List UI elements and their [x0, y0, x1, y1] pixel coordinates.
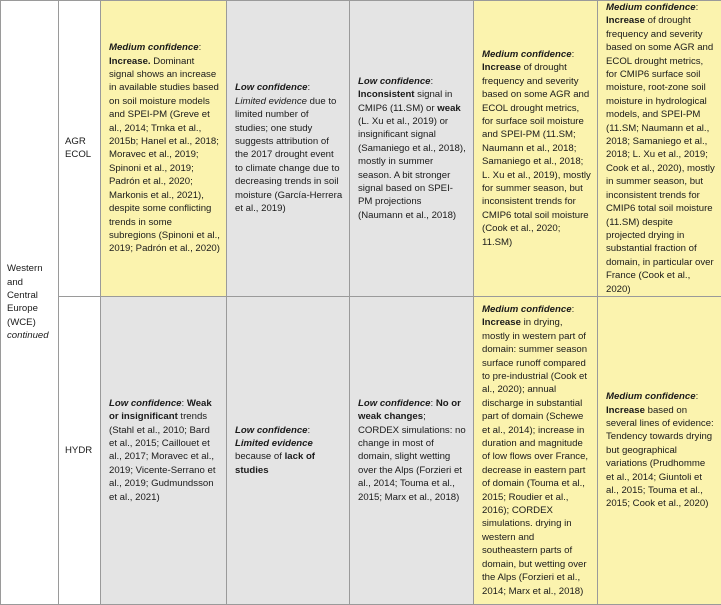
sector-label-ecol: ECOL	[65, 149, 91, 160]
assessment-keyword: No or weak changes	[358, 398, 461, 422]
assessment-keyword: Increase	[606, 405, 645, 416]
assessment-text: of drought frequency and severity based on some AGR and ECOL drought metrics, for surface soil moisture and SPEI-PM (11.SM; Naumann et al., 2018; Samaniego et al., 2018; L. Xu et al., 2019), mostly for summer season, but inconsistent trends for CMIP6 total soil moisture (Cook et al., 2020; 11.SM)	[482, 62, 591, 247]
separator: :	[308, 82, 311, 93]
assessment-text-2: (L. Xu et al., 2019) or insignificant signal (Samaniego et al., 2018), mostly in summer season. A bit stronger signal based on SPEI-PM projections (Naumann et al., 2018)	[358, 116, 466, 221]
region-line-4: Europe	[7, 303, 38, 314]
region-code: (WCE)	[7, 317, 36, 328]
table-row-agr-ecol	[1, 1, 721, 297]
assessment-keyword-2: lack of studies	[235, 451, 315, 475]
region-cell	[1, 1, 59, 605]
cell-projection-1-5	[350, 296, 474, 604]
assessment-text: Dominant signal shows an increase in available studies based on soil moisture models and SPEI-PM (Greve et al., 2014; Trnka et al., 2015b; Hanel et al., 2018; Moravec et al., 2019; Spinoni et al., 2019; Padrón et al., 2020; Markonis et al., 2021), despite some conflicting trends in some subregions (Spinoni et al., 2019; Padrón et al., 2020)	[109, 56, 220, 255]
confidence-label: Medium confidence	[482, 49, 572, 60]
sector-label-agr: AGR	[65, 136, 86, 147]
sector-cell-agr-ecol	[59, 1, 101, 297]
confidence-label: Medium confidence	[109, 42, 199, 53]
assessment-keyword: Inconsistent	[358, 89, 415, 100]
separator: :	[572, 49, 575, 60]
cell-observed-trends	[101, 296, 227, 604]
confidence-label: Low confidence	[109, 398, 182, 409]
confidence-label: Medium confidence	[482, 304, 572, 315]
separator: :	[431, 76, 434, 87]
assessment-text: trends (Stahl et al., 2010; Bard et al., 2015; Caillouet et al., 2017; Moravec et al., 2019; Vicente-Serrano et al., 2019; Gudmundsson et al., 2021)	[109, 411, 216, 502]
cell-projection-4	[598, 296, 721, 604]
confidence-label: Low confidence	[358, 76, 431, 87]
assessment-keyword-2: weak	[437, 103, 460, 114]
assessment-text: in drying, mostly in western part of domain: summer season surface runoff compared to pre-industrial (Cook et al., 2020); annual discharge in substantial part of domain (Schewe et al., 2014); increase in duration and magnitude of low flows over France, decrease in eastern part of domain (Touma et al., 2015; Roudier et al., 2016); CORDEX simulations. drying in western and southeastern parts of domain, but wetting over the Alps (Forzieri et al., 2014; Marx et al., 2018)	[482, 317, 588, 596]
separator: :	[572, 304, 575, 315]
confidence-label: Low confidence	[358, 398, 431, 409]
cell-projection-4	[598, 1, 721, 297]
assessment-keyword: Increase	[482, 62, 521, 73]
sector-label-hydr: HYDR	[65, 445, 92, 456]
separator: :	[431, 398, 436, 409]
assessment-text: of drought frequency and severity based on some AGR and ECOL drought metrics, for CMIP6 surface soil moisture, root-zone soil moisture in hydrological models, and SPEI-PM (11.SM; Naumann et al., 2018; Samaniego et al., 2018; L. Xu et al., 2019; Cook et al., 2020), mostly in summer season, but inconsistent trends for CMIP6 total soil moisture (11.SM) despite projected drying in substantial fraction of domain, in particular over France (Cook et al., 2020)	[606, 15, 715, 294]
region-line-2: and	[7, 277, 23, 288]
assessment-keyword: Increase.	[109, 56, 151, 67]
table-row-hydr	[1, 296, 721, 604]
assessment-keyword: Weak or insignificant	[109, 398, 212, 422]
assessment-text: signal in CMIP6 (11.SM) or	[358, 89, 452, 113]
cell-projection-2	[474, 1, 598, 297]
separator: :	[696, 391, 699, 402]
confidence-label: Medium confidence	[606, 391, 696, 402]
cell-projection-2	[474, 296, 598, 604]
assessment-text: ; CORDEX simulations: no change in most of domain, slight wetting over the Alps (Forzieri et al., 2014; Touma et al., 2015; Marx et al., 2018)	[358, 411, 466, 502]
separator: :	[199, 42, 202, 53]
confidence-label: Low confidence	[235, 82, 308, 93]
region-continued: continued	[7, 330, 49, 341]
assessment-text: based on several lines of evidence: Tendency towards drying but geographical variations (Prudhomme et al., 2014; Giuntoli et al., 2015; Touma et al., 2015; Cook et al., 2020)	[606, 405, 714, 510]
cell-attribution	[227, 296, 350, 604]
region-line-3: Central	[7, 290, 38, 301]
assessment-text: due to limited number of studies; one study suggests attribution of the 2017 drought event to climate change due to decreasing trends in soil moisture (García-Herrera et al., 2019)	[235, 96, 342, 214]
assessment-keyword: Limited evidence	[235, 96, 307, 107]
assessment-keyword: Increase	[606, 15, 645, 26]
assessment-keyword: Limited evidence	[235, 438, 313, 449]
sector-cell-hydr	[59, 296, 101, 604]
cell-attribution	[227, 1, 350, 297]
assessment-text: because of	[235, 451, 285, 462]
separator: :	[696, 2, 699, 13]
cell-projection-1-5	[350, 1, 474, 297]
confidence-label: Low confidence	[235, 425, 308, 436]
assessment-keyword: Increase	[482, 317, 521, 328]
separator: :	[182, 398, 187, 409]
confidence-label: Medium confidence	[606, 2, 696, 13]
cell-observed-trends	[101, 1, 227, 297]
separator: :	[308, 425, 311, 436]
region-line-1: Western	[7, 263, 43, 274]
